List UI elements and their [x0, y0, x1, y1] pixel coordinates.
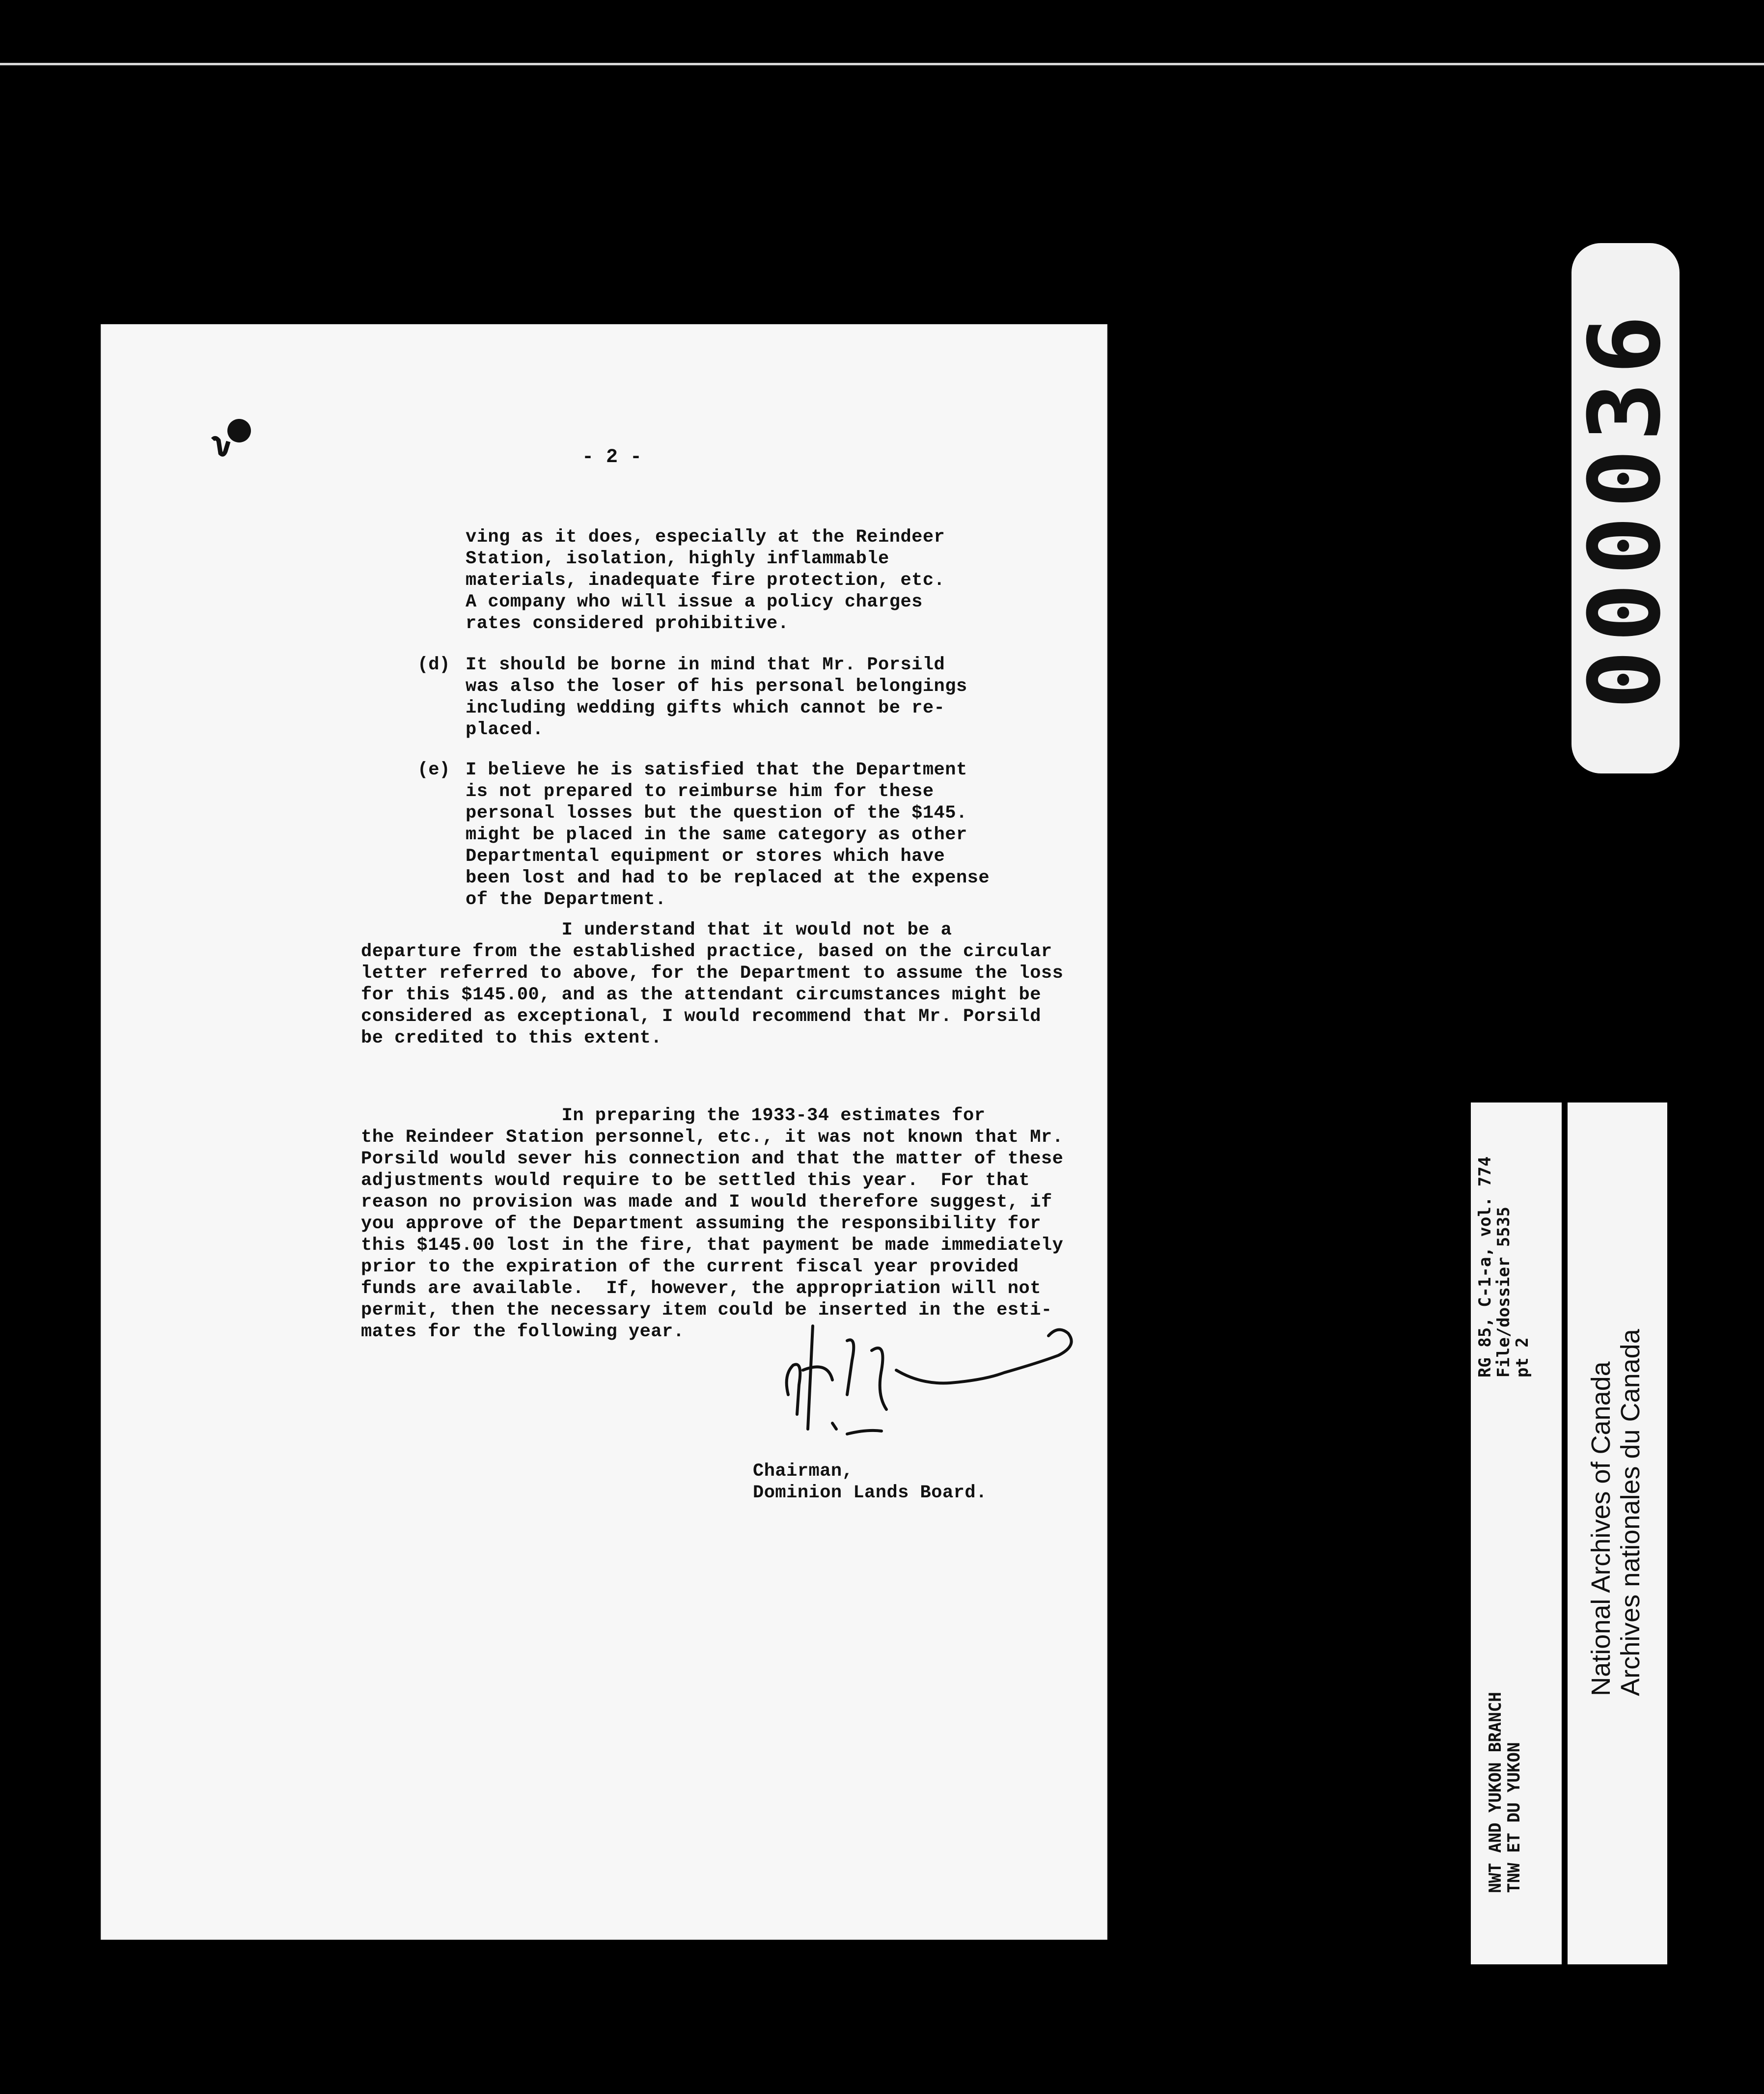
item-e-text: I believe he is satisfied that the Department is not prepared to reimburse him for these personal losses but the question of the $145. might be placed in the same category as other Departmental equipment or stores which have been lost and had to be replaced at the expense of the Department. — [466, 760, 990, 910]
archive-label-divider — [1562, 1102, 1568, 1964]
item-d-marker: (d) — [417, 655, 450, 675]
paragraph-c-continued: ving as it does, especially at the Reindeer Station, isolation, highly inflammable materials, inadequate fire protection, etc. A company who will issue a policy charges rates considered prohibitive. — [466, 527, 945, 634]
handwritten-signature — [773, 1267, 1088, 1454]
film-edge-line — [0, 63, 1764, 65]
page-number: - 2 - — [582, 446, 642, 468]
archive-institution: National Archives of Canada Archives nationales du Canada — [1586, 1329, 1645, 1696]
paragraph-estimates: In preparing the 1933-34 estimates for the Reindeer Station personnel, etc., it was not known that Mr. Porsild would sever his connection and that the matter of these adjustments would require to be settled this year. For that reason no provision was made and I would therefore suggest, if you approve of the Department assuming the responsibility for this $145.00 lost in the fire, that payment be made immediately prior to the expiration of the current fiscal year provided funds are available. If, however, the appropriation will not permit, then the necessary item could be inserted in the esti- mates for the following year. — [361, 1105, 1064, 1342]
archive-reference: RG 85, C-1-a, vol. 774 File/dossier 5535 pt 2 — [1475, 1156, 1532, 1378]
ink-blot-mark — [209, 415, 254, 459]
signature-block: Chairman, Dominion Lands Board. — [753, 1461, 987, 1503]
paragraph-recommendation: I understand that it would not be a departure from the established practice, based on the circular letter referred to above, for the Department to assume the loss for this $145.00, and as the attendant circumstances might be considered as exceptional, I would recommend that Mr. Porsild be credited to this extent. — [361, 920, 1064, 1048]
item-d-text: It should be borne in mind that Mr. Porsild was also the loser of his personal belongings including wedding gifts which cannot be re- placed. — [466, 655, 967, 740]
item-e-marker: (e) — [417, 760, 450, 780]
frame-number: 000036 — [1568, 307, 1682, 710]
archive-branch: NWT AND YUKON BRANCH TNW ET DU YUKON — [1486, 1692, 1524, 1893]
